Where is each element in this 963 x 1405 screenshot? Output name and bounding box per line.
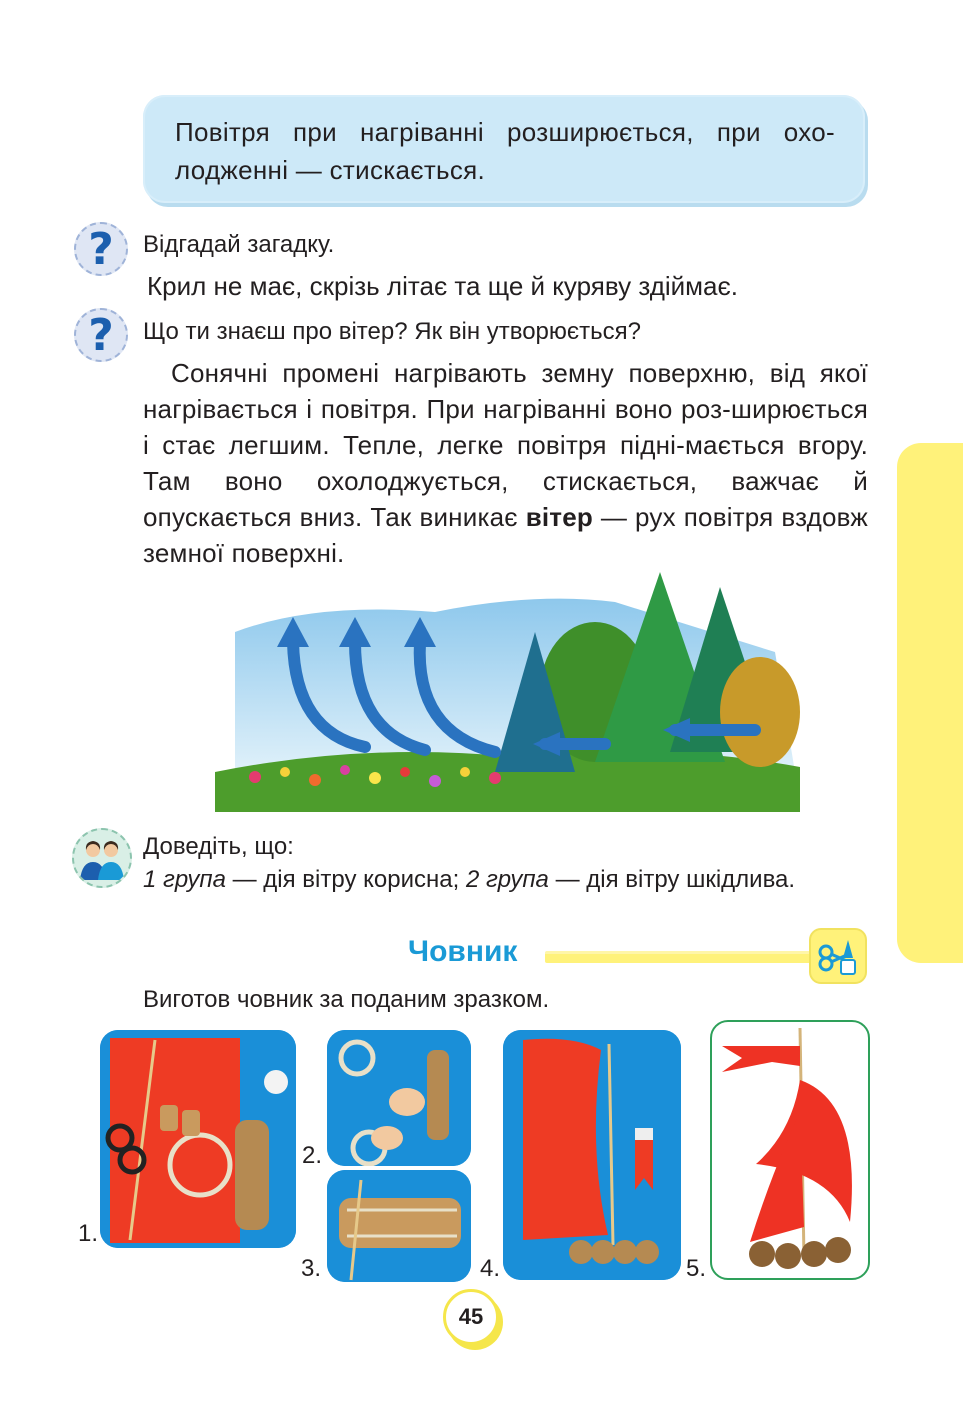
step-number: 5. <box>686 1255 707 1282</box>
group2-text: — дія вітру шкідлива. <box>548 866 796 893</box>
side-tab <box>897 443 963 963</box>
explanation-text <box>143 355 868 571</box>
rule-box <box>143 95 865 203</box>
craft-instruction: Виготов човник за поданим зразком. <box>143 986 550 1013</box>
students-icon <box>72 828 132 888</box>
group1-label: 1 група <box>143 866 226 893</box>
group2-label: 2 група <box>465 866 549 893</box>
page-number: 45 <box>443 1289 499 1345</box>
wind-term: вітер <box>525 502 593 532</box>
craft-tools-icon <box>809 928 867 984</box>
wind-illustration <box>215 572 800 812</box>
explanation-part1: Сонячні промені нагрівають земну поверхню, від якої нагрівається і повітря. При нагріванні воно роз-ширюється і стає легшим. Тепле, легке повітря підні-мається вгору. Там воно охолоджується, стискається, важчає й опускається вниз. Так виникає <box>143 358 868 532</box>
step-5-photo <box>710 1020 870 1280</box>
question-prompt: Що ти знаєш про вітер? Як він утворюється? <box>143 318 641 345</box>
step-number: 4. <box>480 1255 501 1282</box>
group1-text: — дія вітру корисна; <box>225 866 466 893</box>
explanation-part2: — рух повітря вздовж земної поверхні. <box>143 502 868 568</box>
riddle-text: Крил не має, скрізь літає та ще й куряву здіймає. <box>147 271 738 301</box>
question-icon: ? <box>74 308 128 362</box>
step-2-photo <box>327 1030 471 1166</box>
craft-title: Човник <box>408 935 518 968</box>
step-number: 2. <box>302 1142 323 1169</box>
step-3-photo <box>327 1170 471 1282</box>
rule-text: Повітря при нагріванні розширюється, при охо-лодженні — стискається. <box>175 117 835 185</box>
step-number: 1. <box>78 1220 99 1247</box>
title-underline <box>545 951 813 963</box>
group-task-text <box>143 865 795 895</box>
step-1-photo <box>100 1030 296 1248</box>
step-number: 3. <box>301 1255 322 1282</box>
question-icon: ? <box>74 222 128 276</box>
group-task-prompt: Доведіть, що: <box>143 833 294 860</box>
riddle-prompt: Відгадай загадку. <box>143 231 335 258</box>
step-4-photo <box>503 1030 681 1280</box>
